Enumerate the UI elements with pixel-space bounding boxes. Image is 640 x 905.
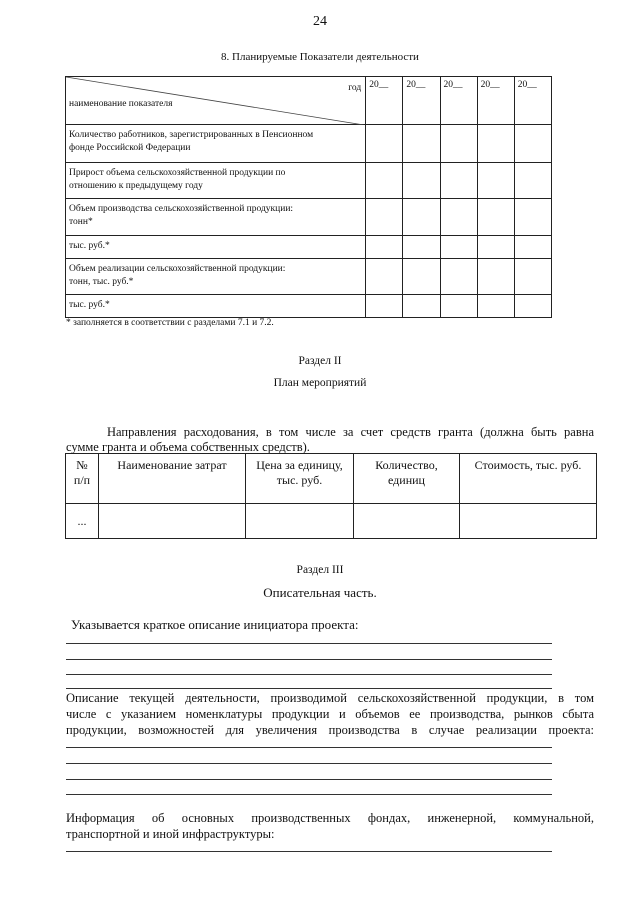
value-cell[interactable] <box>403 199 440 236</box>
column-header <box>246 454 354 504</box>
column-header-line: Стоимость, тыс. руб. <box>474 458 582 472</box>
table-cell[interactable] <box>99 504 246 539</box>
fill-line[interactable] <box>66 659 552 660</box>
table-row <box>66 259 552 295</box>
column-header <box>99 454 246 504</box>
column-header-line: единиц <box>388 473 425 487</box>
value-cell[interactable] <box>440 125 477 163</box>
prompt-infrastructure-line2: транспортной и иной инфраструктуры: <box>66 827 275 841</box>
value-cell[interactable] <box>477 259 514 295</box>
expenses-table <box>65 453 597 539</box>
fill-line[interactable] <box>66 688 552 689</box>
value-cell[interactable] <box>440 236 477 259</box>
section2-para-line2: сумме гранта и объема собственных средств). <box>66 440 310 454</box>
prompt-infrastructure-line1: Информация об основных производственных фондах, инженерной, коммунальной, <box>66 811 594 825</box>
value-cell[interactable] <box>440 259 477 295</box>
section3-heading: Раздел III <box>296 564 344 576</box>
column-header <box>460 454 597 504</box>
section2-subheading: План мероприятий <box>273 377 367 389</box>
table-cell[interactable] <box>354 504 460 539</box>
column-header-line: № <box>76 458 88 472</box>
value-cell[interactable] <box>477 236 514 259</box>
indicator-label <box>66 295 366 318</box>
column-header-line: Цена за единицу, <box>256 458 343 472</box>
indicators-footnote: * заполняется в соответствии с разделами 7.1 и 7.2. <box>66 318 274 328</box>
value-cell[interactable] <box>514 163 551 199</box>
fill-line[interactable] <box>66 779 552 780</box>
table-row <box>66 199 552 236</box>
fill-line[interactable] <box>66 763 552 764</box>
indicator-label <box>66 125 366 163</box>
year-cell[interactable]: 20__ <box>366 77 403 125</box>
indicator-label <box>66 259 366 295</box>
section2-para-line1: Направления расходования, в том числе за счет средств гранта (должна быть равна <box>107 425 594 439</box>
indicators-table <box>65 76 552 318</box>
value-cell[interactable] <box>440 295 477 318</box>
value-cell[interactable] <box>366 259 403 295</box>
indicator-line: тонн, тыс. руб.* <box>69 277 134 287</box>
fill-line[interactable] <box>66 747 552 748</box>
value-cell[interactable] <box>403 295 440 318</box>
fill-line[interactable] <box>66 643 552 644</box>
indicator-line: фонде Российской Федерации <box>69 143 191 153</box>
value-cell[interactable] <box>403 163 440 199</box>
column-header-line: Количество, <box>375 458 438 472</box>
value-cell[interactable] <box>403 259 440 295</box>
prompt-activity-line3: продукции, возможностей для увеличения производства в случае реализации проекта: <box>66 723 594 737</box>
table-cell[interactable] <box>460 504 597 539</box>
year-label: год <box>348 83 362 93</box>
value-cell[interactable] <box>366 163 403 199</box>
indicators-diagonal-header <box>66 77 366 125</box>
indicator-label <box>66 199 366 236</box>
table-row <box>66 163 552 199</box>
value-cell[interactable] <box>477 125 514 163</box>
fill-line[interactable] <box>66 851 552 852</box>
column-header <box>354 454 460 504</box>
prompt-activity-line1: Описание текущей деятельности, производимой сельскохозяйственной продукции, в том <box>66 691 594 705</box>
table-row <box>66 295 552 318</box>
column-header-line: п/п <box>73 473 91 487</box>
year-cell[interactable]: 20__ <box>514 77 551 125</box>
indicator-line: Количество работников, зарегистрированных в Пенсионном <box>69 130 314 140</box>
value-cell[interactable] <box>403 125 440 163</box>
value-cell[interactable] <box>514 236 551 259</box>
year-cell[interactable]: 20__ <box>403 77 440 125</box>
indicator-line: Объем реализации сельскохозяйственной продукции: <box>69 264 286 274</box>
page-number: 24 <box>313 14 327 29</box>
indicator-line: Объем производства сельскохозяйственной продукции: <box>69 204 294 214</box>
column-header-line: Наименование затрат <box>117 458 227 472</box>
indicator-line: тыс. руб.* <box>69 300 110 310</box>
indicators-title: 8. Планируемые Показатели деятельности <box>221 51 419 63</box>
prompt-initiator: Указывается краткое описание инициатора проекта: <box>71 617 359 632</box>
value-cell[interactable] <box>514 125 551 163</box>
value-cell[interactable] <box>440 163 477 199</box>
value-cell[interactable] <box>366 199 403 236</box>
section2-heading: Раздел II <box>298 355 342 367</box>
value-cell[interactable] <box>366 125 403 163</box>
name-header: наименование показателя <box>69 99 173 109</box>
value-cell[interactable] <box>514 259 551 295</box>
indicator-label <box>66 163 366 199</box>
value-cell[interactable] <box>403 236 440 259</box>
indicator-line: тыс. руб.* <box>69 241 110 251</box>
value-cell[interactable] <box>477 295 514 318</box>
value-cell[interactable] <box>366 295 403 318</box>
value-cell[interactable] <box>440 199 477 236</box>
column-header-line: тыс. руб. <box>276 473 323 487</box>
row-number-cell[interactable]: ... <box>66 504 99 539</box>
table-row <box>66 125 552 163</box>
prompt-activity-line2: числе с указанием номенклатуры продукции и объемов ее производства, рынков сбыта <box>66 707 594 721</box>
expenses-header-row <box>66 454 597 504</box>
indicators-header-row <box>66 77 552 125</box>
indicator-line: тонн* <box>69 217 93 227</box>
table-row <box>66 236 552 259</box>
fill-line[interactable] <box>66 674 552 675</box>
table-cell[interactable] <box>246 504 354 539</box>
fill-line[interactable] <box>66 794 552 795</box>
indicator-line: Прирост объема сельскохозяйственной продукции по <box>69 168 286 178</box>
section3-subheading: Описательная часть. <box>263 585 377 600</box>
table-row <box>66 504 597 539</box>
year-cell[interactable]: 20__ <box>440 77 477 125</box>
value-cell[interactable] <box>366 236 403 259</box>
value-cell[interactable] <box>477 199 514 236</box>
value-cell[interactable] <box>514 199 551 236</box>
year-cell[interactable]: 20__ <box>477 77 514 125</box>
value-cell[interactable] <box>514 295 551 318</box>
value-cell[interactable] <box>477 163 514 199</box>
indicator-label <box>66 236 366 259</box>
column-header <box>66 454 99 504</box>
indicator-line: отношению к предыдущему году <box>69 181 203 191</box>
